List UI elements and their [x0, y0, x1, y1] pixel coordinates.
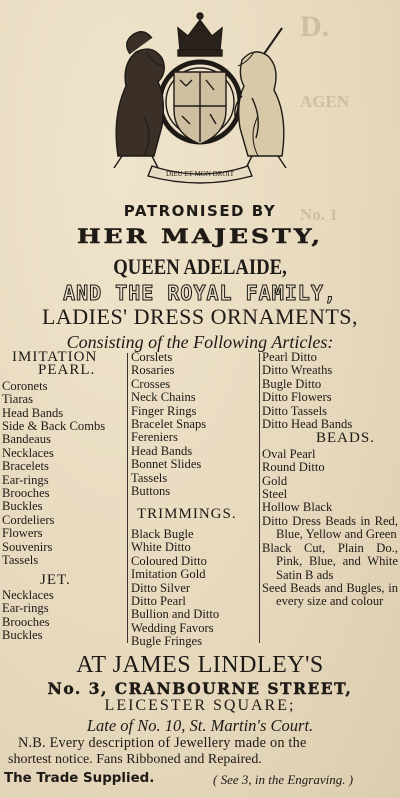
list-item: Ditto Flowers: [262, 390, 332, 405]
street-address: No. 3, CRANBOURNE STREET,: [47, 679, 353, 698]
column-imitation-pearl: [2, 351, 126, 643]
shop-name: AT JAMES LINDLEY'S: [76, 652, 324, 678]
list-item: Rosaries: [131, 363, 175, 378]
list-item: Necklaces: [2, 445, 54, 460]
patronised-heading: PATRONISED BY: [123, 202, 277, 220]
trimmings-heading: TRIMMINGS.: [137, 506, 237, 523]
list-item: Tassels: [131, 470, 168, 485]
list-item: Ear-rings: [2, 601, 49, 616]
list-item: Brooches: [2, 614, 50, 629]
former-address: Late of No. 10, St. Martin's Court.: [86, 716, 314, 735]
list-item: Imitation Gold: [131, 567, 206, 582]
list-item: Ditto Silver: [131, 580, 191, 595]
majesty-heading: [0, 222, 400, 251]
list-item: Tiaras: [2, 392, 34, 407]
engraving-reference: ( See 3, in the Engraving. ): [213, 772, 354, 787]
list-item: Necklaces: [2, 587, 54, 602]
list-item: Seed Beads and Bugles, in every size and colour: [262, 580, 398, 609]
list-item: Bullion and Ditto: [131, 607, 220, 622]
list-item: Coloured Ditto: [131, 553, 207, 568]
page-title: LADIES' DRESS ORNAMENTS,: [41, 304, 359, 329]
list-item: Black Bugle: [131, 526, 194, 541]
list-item: Bugle Fringes: [131, 634, 203, 649]
list-item: Flowers: [2, 526, 43, 541]
list-item: Hollow Black: [262, 500, 333, 515]
list-item: Head Bands: [2, 405, 64, 420]
column-divider: [127, 353, 128, 643]
list-item: Ditto Dress Beads in Red, Blue, Yellow and Green: [262, 513, 398, 542]
list-item: Buckles: [2, 499, 43, 514]
note-line-2: shortest notice. Fans Ribboned and Repaired.: [8, 752, 262, 767]
trade-supplied: The Trade Supplied.: [4, 771, 155, 786]
list-item: Bracelet Snaps: [131, 417, 207, 432]
list-item: Ditto Tassels: [262, 403, 328, 418]
imitation-heading: IMITATION: [12, 349, 98, 365]
list-item: Round Ditto: [262, 460, 325, 475]
list-item: Head Bands: [131, 443, 193, 458]
list-item: Corslets: [131, 350, 173, 364]
svg-text:DIEU ET MON DROIT: DIEU ET MON DROIT: [165, 170, 235, 178]
jet-heading: JET.: [40, 571, 71, 588]
list-item: Fereniers: [131, 430, 178, 445]
list-item: Ditto Pearl: [131, 593, 186, 608]
bleed-through-text: AGEN: [300, 92, 350, 111]
pearl-heading: PEARL.: [38, 362, 96, 379]
list-item: Steel: [262, 487, 288, 502]
list-item: Black Cut, Plain Do., Pink, Blue, and White Satin B ads: [262, 540, 398, 582]
queen-adelaide-heading: QUEEN ADELAIDE,: [113, 254, 287, 279]
list-item: Oval Pearl: [262, 446, 316, 461]
list-item: Side & Back Combs: [2, 419, 106, 434]
list-item: Bracelets: [2, 459, 49, 474]
beads-heading: BEADS.: [316, 430, 375, 447]
list-item: Neck Chains: [131, 390, 196, 405]
royal-coat-of-arms-icon: [92, 6, 308, 186]
list-item: Finger Rings: [131, 403, 197, 418]
list-item: Crosses: [131, 376, 171, 391]
list-item: Pearl Ditto: [262, 350, 317, 364]
articles-subtitle: Consisting of the Following Articles:: [66, 332, 334, 352]
articles-columns: [0, 351, 400, 647]
majesty-text: HER MAJESTY,: [76, 225, 324, 248]
list-item: Bandeaus: [2, 432, 51, 447]
column-ornaments-trimmings: [131, 351, 258, 649]
royal-family-heading: AND THE ROYAL FAMILY,: [63, 281, 337, 305]
list-item: Brooches: [2, 486, 50, 501]
column-pearl-beads: [262, 351, 398, 609]
list-item: Ear-rings: [2, 472, 49, 487]
list-item: Buttons: [131, 484, 171, 499]
square-address: LEICESTER SQUARE;: [104, 697, 296, 714]
note-line-1: N.B. Every description of Jewellery made on the: [18, 735, 307, 751]
column-divider: [259, 353, 260, 643]
list-item: Buckles: [2, 628, 43, 643]
list-item: White Ditto: [131, 540, 191, 555]
list-item: Bugle Ditto: [262, 376, 322, 391]
list-item: Ditto Head Bands: [262, 417, 353, 432]
list-item: Gold: [262, 473, 288, 488]
list-item: Bonnet Slides: [131, 457, 202, 472]
list-item: Tassels: [2, 553, 39, 568]
list-item: Souvenirs: [2, 539, 53, 554]
bleed-through-text: No. 1: [300, 205, 338, 224]
list-item: Wedding Favors: [131, 620, 214, 635]
list-item: Ditto Wreaths: [262, 363, 333, 378]
list-item: Cordeliers: [2, 512, 55, 527]
bleed-through-text: D.: [300, 10, 330, 43]
list-item: Coronets: [2, 378, 48, 393]
